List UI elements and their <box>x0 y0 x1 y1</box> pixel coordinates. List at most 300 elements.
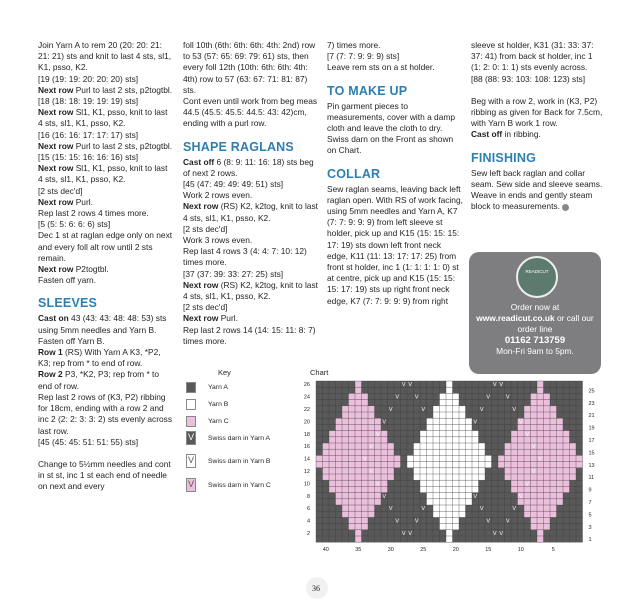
chart-stitch <box>388 474 395 480</box>
chart-stitch <box>524 449 531 455</box>
chart-stitch <box>440 431 447 437</box>
chart-stitch <box>336 480 343 486</box>
order-line-1: Order now at <box>510 302 560 312</box>
swiss-darn-mark: V <box>466 431 471 438</box>
chart-stitch <box>440 493 447 499</box>
chart-stitch <box>440 499 447 505</box>
swiss-darn-mark: V <box>453 456 458 463</box>
chart-stitch <box>355 517 362 523</box>
chart-stitch <box>550 443 557 449</box>
chart-stitch <box>336 468 343 474</box>
key-label: Swiss darn in Yarn A <box>208 434 271 442</box>
chart-stitch <box>368 437 375 443</box>
chart-stitch <box>453 517 460 523</box>
chart-stitch <box>479 455 486 461</box>
col4-intro2: Beg with a row 2, work in (K3, P2) ribbing as given for Back for 7.5cm, with Yarn B work 1 row. <box>471 95 603 129</box>
chart-stitch <box>537 517 544 523</box>
chart-stitch <box>524 493 531 499</box>
chart-stitch <box>355 443 362 449</box>
col3-line: 7) times more. <box>327 40 381 50</box>
chart-stitch <box>349 511 356 517</box>
key-label: Swiss darn in Yarn B <box>208 457 271 465</box>
col1-line: [16 (16: 16: 17: 17: 17) sts] <box>38 129 139 140</box>
chart-stitch <box>459 493 466 499</box>
chart-stitch <box>349 437 356 443</box>
row-label-left: 16 <box>303 444 310 451</box>
chart-stitch <box>329 486 336 492</box>
chart-stitch <box>446 499 453 505</box>
chart-stitch <box>407 462 414 468</box>
chart-stitch <box>453 505 460 511</box>
chart-stitch <box>550 468 557 474</box>
chart-stitch <box>427 468 434 474</box>
chart-stitch <box>511 474 518 480</box>
chart-stitch <box>557 462 564 468</box>
chart-stitch <box>336 431 343 437</box>
chart-stitch <box>368 505 375 511</box>
chart-stitch <box>459 431 466 437</box>
col3-makeup: Pin garment pieces to measurements, cover with a damp cloth and leave the cloth to dry. Swiss darn on the Front as shown on Chart. <box>327 100 456 156</box>
row-label-left: 2 <box>306 531 310 537</box>
chart-stitch <box>563 455 570 461</box>
chart-stitch <box>368 406 375 412</box>
chart-stitch <box>381 437 388 443</box>
chart-stitch <box>550 480 557 486</box>
chart-stitch <box>453 443 460 449</box>
chart-stitch <box>355 499 362 505</box>
chart-stitch <box>349 400 356 406</box>
row-label-left: 8 <box>306 493 310 500</box>
chart-stitch <box>557 499 564 505</box>
chart-stitch <box>336 493 343 499</box>
row-label-right: 15 <box>588 450 595 457</box>
chart-stitch <box>446 505 453 511</box>
chart-stitch <box>336 474 343 480</box>
chart-stitch <box>537 449 544 455</box>
row-label-left: 18 <box>303 431 310 438</box>
chart-stitch <box>446 412 453 418</box>
chart-stitch <box>524 455 531 461</box>
order-hours: Mon-Fri 9am to 5pm. <box>496 346 574 356</box>
chart-stitch <box>355 524 362 530</box>
chart-stitch <box>362 393 369 399</box>
chart-stitch <box>537 381 544 387</box>
chart-stitch <box>349 499 356 505</box>
chart-stitch <box>531 511 538 517</box>
chart-stitch <box>355 412 362 418</box>
order-info-box <box>469 252 601 374</box>
col1-line: Row 2 P3, *K2, P3; rep from * to end of row. <box>38 369 160 391</box>
swiss-darn-mark: V <box>531 469 536 475</box>
chart-stitch <box>563 431 570 437</box>
chart-stitch <box>531 424 538 430</box>
chart-stitch <box>433 499 440 505</box>
chart-stitch <box>537 431 544 437</box>
chart-stitch <box>414 474 421 480</box>
chart-stitch <box>336 424 343 430</box>
chart-stitch <box>362 424 369 430</box>
row-label-right: 13 <box>588 462 595 469</box>
stitch-label: 20 <box>452 547 459 554</box>
chart-stitch <box>537 524 544 530</box>
chart-stitch <box>362 406 369 412</box>
col2-line: [2 sts dec'd] <box>183 302 228 313</box>
v-stitch-icon: V <box>186 478 196 492</box>
chart-stitch <box>466 499 473 505</box>
key-item <box>186 478 271 492</box>
chart-stitch <box>316 455 323 461</box>
chart-stitch <box>544 486 551 492</box>
chart-stitch <box>557 468 564 474</box>
chart-stitch <box>362 493 369 499</box>
chart-stitch <box>342 449 349 455</box>
stitch-label: 35 <box>355 547 362 554</box>
chart-stitch <box>537 505 544 511</box>
chart-stitch <box>537 511 544 517</box>
chart-stitch <box>511 449 518 455</box>
chart-stitch <box>550 462 557 468</box>
chart-stitch <box>446 393 453 399</box>
chart-stitch <box>349 418 356 424</box>
chart-stitch <box>537 530 544 536</box>
col1-line: [45 (45: 45: 51: 51: 55) sts] <box>38 436 139 447</box>
chart-stitch <box>563 486 570 492</box>
chart-stitch <box>329 455 336 461</box>
chart-stitch <box>544 480 551 486</box>
chart-stitch <box>368 493 375 499</box>
chart-stitch <box>563 474 570 480</box>
swiss-darn-mark: V <box>525 481 530 488</box>
chart-stitch <box>355 393 362 399</box>
swiss-darn-mark: V <box>421 407 426 413</box>
yarn-c-swatch <box>186 416 196 427</box>
order-url-link[interactable]: www.readicut.co.uk <box>476 313 555 323</box>
chart-stitch <box>550 437 557 443</box>
col1-line: [15 (15: 15: 16: 16: 16) sts] <box>38 152 139 163</box>
chart-stitch <box>427 486 434 492</box>
chart-stitch <box>323 449 330 455</box>
swiss-darn-mark: V <box>382 493 387 500</box>
key-label: Yarn C <box>208 418 229 425</box>
chart-stitch <box>446 468 453 474</box>
chart-stitch <box>550 449 557 455</box>
chart-stitch <box>518 480 525 486</box>
chart-stitch <box>323 474 330 480</box>
swiss-darn-mark: V <box>375 481 380 488</box>
chart-stitch <box>427 480 434 486</box>
chart-stitch <box>349 443 356 449</box>
col4-intro: sleeve st holder, K31 (31: 33: 37: 37: 41) from back st holder, inc 1 (1: 2: 0: 1: 1) sts evenly across. <box>471 40 594 73</box>
chart-stitch <box>362 437 369 443</box>
chart-stitch <box>388 455 395 461</box>
chart-stitch <box>362 517 369 523</box>
chart-stitch <box>544 462 551 468</box>
chart-stitch <box>420 468 427 474</box>
v-stitch-icon: V <box>186 454 196 468</box>
chart-stitch <box>576 462 583 468</box>
swiss-darn-mark: V <box>395 394 400 401</box>
stitch-label: 40 <box>322 547 329 554</box>
chart-stitch <box>524 468 531 474</box>
chart-stitch <box>524 406 531 412</box>
chart-stitch <box>544 524 551 530</box>
chart-stitch <box>459 505 466 511</box>
chart-stitch <box>505 443 512 449</box>
chart-stitch <box>518 486 525 492</box>
chart-stitch <box>440 511 447 517</box>
chart-stitch <box>349 486 356 492</box>
chart-stitch <box>342 486 349 492</box>
chart-stitch <box>336 443 343 449</box>
chart-stitch <box>550 406 557 412</box>
col1-line: [5 (5: 5: 6: 6: 6) sts] <box>38 219 111 230</box>
chart-stitch <box>479 474 486 480</box>
chart-stitch <box>531 524 538 530</box>
chart-stitch <box>329 480 336 486</box>
chart-stitch <box>362 474 369 480</box>
chart-stitch <box>342 455 349 461</box>
chart-stitch <box>362 400 369 406</box>
chart-stitch <box>472 462 479 468</box>
col4-finishing: Sew left back raglan and collar seam. Sew side and sleeve seams. Weave in ends and gently steam block to measurements. <box>471 167 603 212</box>
chart-stitch <box>537 480 544 486</box>
chart-stitch <box>368 418 375 424</box>
stitch-label: 10 <box>517 547 524 554</box>
readicut-logo: READICUT <box>516 256 558 298</box>
chart-stitch <box>381 474 388 480</box>
chart-stitch <box>368 462 375 468</box>
chart-stitch <box>544 393 551 399</box>
col3-line: [7 (7: 7: 9: 9: 9) sts] <box>327 51 400 62</box>
chart-stitch <box>381 431 388 437</box>
chart-stitch <box>466 449 473 455</box>
chart-stitch <box>381 468 388 474</box>
chart-stitch <box>433 511 440 517</box>
chart-stitch <box>394 462 401 468</box>
chart-stitch <box>563 443 570 449</box>
chart-stitch <box>433 424 440 430</box>
chart-stitch <box>446 449 453 455</box>
chart-stitch <box>440 455 447 461</box>
chart-stitch <box>531 418 538 424</box>
chart-stitch <box>544 412 551 418</box>
swiss-darn-mark: V <box>518 419 523 426</box>
chart-stitch <box>511 431 518 437</box>
sleeves-heading: SLEEVES <box>38 296 98 311</box>
row-label-right: 1 <box>588 537 592 544</box>
chart-stitch <box>355 406 362 412</box>
chart-stitch <box>472 474 479 480</box>
chart-stitch <box>459 486 466 492</box>
chart-stitch <box>531 505 538 511</box>
chart-stitch <box>433 406 440 412</box>
chart-stitch <box>531 437 538 443</box>
chart-stitch <box>550 418 557 424</box>
col1-line: Next row Purl. <box>38 196 93 207</box>
chart-stitch <box>323 455 330 461</box>
chart-stitch <box>537 387 544 393</box>
chart-stitch <box>544 400 551 406</box>
chart-stitch <box>323 468 330 474</box>
chart-stitch <box>427 431 434 437</box>
argyle-chart <box>298 375 610 565</box>
chart-stitch <box>453 393 460 399</box>
swiss-darn-mark: V <box>414 394 419 401</box>
chart-stitch <box>479 468 486 474</box>
chart-stitch <box>544 474 551 480</box>
chart-stitch <box>472 449 479 455</box>
chart-stitch <box>563 462 570 468</box>
chart-stitch <box>537 486 544 492</box>
chart-stitch <box>446 406 453 412</box>
chart-stitch <box>440 480 447 486</box>
chart-stitch <box>355 424 362 430</box>
chart-stitch <box>531 517 538 523</box>
chart-stitch <box>511 443 518 449</box>
chart-stitch <box>381 480 388 486</box>
chart-stitch <box>375 443 382 449</box>
key-item <box>186 382 228 393</box>
chart-stitch <box>524 418 531 424</box>
chart-stitch <box>557 474 564 480</box>
chart-stitch <box>544 455 551 461</box>
chart-stitch <box>375 468 382 474</box>
chart-stitch <box>433 468 440 474</box>
swiss-darn-mark: V <box>512 407 517 413</box>
col2-line: Rep last 4 rows 3 (4: 4: 7: 10: 12) times more. <box>183 246 307 268</box>
chart-stitch <box>466 424 473 430</box>
row-label-right: 9 <box>588 487 592 494</box>
chart-stitch <box>544 424 551 430</box>
chart-stitch <box>342 462 349 468</box>
chart-stitch <box>362 524 369 530</box>
chart-stitch <box>427 462 434 468</box>
chart-stitch <box>349 455 356 461</box>
column-1 <box>38 40 174 493</box>
chart-stitch <box>362 499 369 505</box>
chart-stitch <box>362 511 369 517</box>
chart-stitch <box>355 493 362 499</box>
chart-stitch <box>433 412 440 418</box>
chart-stitch <box>329 474 336 480</box>
chart-stitch <box>544 505 551 511</box>
chart-stitch <box>355 480 362 486</box>
chart-stitch <box>329 443 336 449</box>
chart-stitch <box>368 412 375 418</box>
stitch-label: 30 <box>387 547 394 554</box>
row-label-left: 22 <box>303 407 310 413</box>
chart-stitch <box>446 424 453 430</box>
chart-stitch <box>414 462 421 468</box>
chart-stitch <box>537 493 544 499</box>
chart-stitch <box>524 505 531 511</box>
chart-stitch <box>388 462 395 468</box>
chart-stitch <box>342 480 349 486</box>
chart-stitch <box>388 443 395 449</box>
chart-stitch <box>440 393 447 399</box>
col1-line: [2 sts dec'd] <box>38 185 83 196</box>
chart-stitch <box>336 418 343 424</box>
chart-stitch <box>440 524 447 530</box>
chart-stitch <box>459 462 466 468</box>
chart-stitch <box>485 455 492 461</box>
col1-line: Cast on 43 (43: 43: 48: 48: 53) sts using 5mm needles and Yarn B. <box>38 313 167 335</box>
col2-line: [45 (47: 49: 49: 49: 51) sts] <box>183 179 284 190</box>
chart-stitch <box>355 468 362 474</box>
chart-stitch <box>570 468 577 474</box>
col2-intro2: Cont even until work from beg meas 44.5 (45.5: 45.5: 44.5: 43: 42)cm, ending with a purl row. <box>183 96 318 129</box>
chart-stitch <box>563 468 570 474</box>
swiss-darn-mark: V <box>401 382 406 389</box>
chart-stitch <box>440 437 447 443</box>
col2-line: Next row (RS) K2, k2tog, knit to last 4 sts, sl1, K1, psso, K2. <box>183 279 318 302</box>
col3-collar: Sew raglan seams, leaving back left raglan open. With RS of work facing, using 5mm needles and Yarn A, K7 (7: 7: 9: 9: 9) from left sleeve st holder, pick up and K15 (15: 15: 15: 17: 19) sts down left front neck edge, K11 (11: 13: 17: 17: 25) from front st holder, inc 1 (1: 1: 1: 1: 0) st at centre, pick up and K15 (15: 15: 15: 17: 19) sts up right front neck edge, K7 (7: 7: 9: 9: 9) from right <box>327 183 463 306</box>
column-3 <box>327 40 463 307</box>
chart-stitch <box>407 455 414 461</box>
chart-stitch <box>459 437 466 443</box>
swiss-darn-mark: V <box>479 407 484 413</box>
chart-stitch <box>420 449 427 455</box>
key-item <box>186 454 270 468</box>
key-title: Key <box>218 368 231 377</box>
key-item <box>186 416 229 427</box>
col1-line: Next row Purl to last 2 sts, p2togtbl. <box>38 140 173 151</box>
chart-stitch <box>368 424 375 430</box>
chart-stitch <box>420 480 427 486</box>
chart-stitch <box>537 400 544 406</box>
chart-stitch <box>531 431 538 437</box>
chart-stitch <box>355 474 362 480</box>
swiss-darn-mark: V <box>505 518 510 525</box>
chart-stitch <box>550 431 557 437</box>
column-2 <box>183 40 319 347</box>
chart-stitch <box>433 449 440 455</box>
chart-stitch <box>362 443 369 449</box>
chart-stitch <box>362 480 369 486</box>
chart-stitch <box>427 474 434 480</box>
chart-stitch <box>537 536 544 542</box>
chart-stitch <box>544 493 551 499</box>
chart-stitch <box>472 468 479 474</box>
chart-stitch <box>531 499 538 505</box>
chart-stitch <box>550 424 557 430</box>
chart-stitch <box>342 431 349 437</box>
chart-stitch <box>511 437 518 443</box>
chart-stitch <box>420 486 427 492</box>
col3-line: Leave rem sts on a st holder. <box>327 62 435 73</box>
chart-stitch <box>557 418 564 424</box>
col2-line: Next row Purl. <box>183 313 238 324</box>
chart-stitch <box>420 431 427 437</box>
row-label-left: 12 <box>303 469 310 475</box>
key-item <box>186 399 228 410</box>
column-4 <box>471 40 603 212</box>
chart-stitch <box>557 431 564 437</box>
chart-stitch <box>375 418 382 424</box>
chart-stitch <box>446 474 453 480</box>
chart-stitch <box>362 418 369 424</box>
chart-stitch <box>446 511 453 517</box>
row-label-right: 19 <box>588 425 595 432</box>
key-label: Yarn A <box>208 384 228 391</box>
chart-stitch <box>459 511 466 517</box>
chart-stitch <box>518 462 525 468</box>
swiss-darn-mark: V <box>460 469 465 475</box>
chart-stitch <box>368 480 375 486</box>
chart-stitch <box>505 449 512 455</box>
shape-raglans-heading: SHAPE RAGLANS <box>183 139 294 154</box>
col1-line: Rep last 2 rows of (K3, P2) ribbing for 18cm, ending with a row 2 and inc 2 (2: 2: 3: 3: 2) sts evenly across last row. <box>38 391 173 436</box>
